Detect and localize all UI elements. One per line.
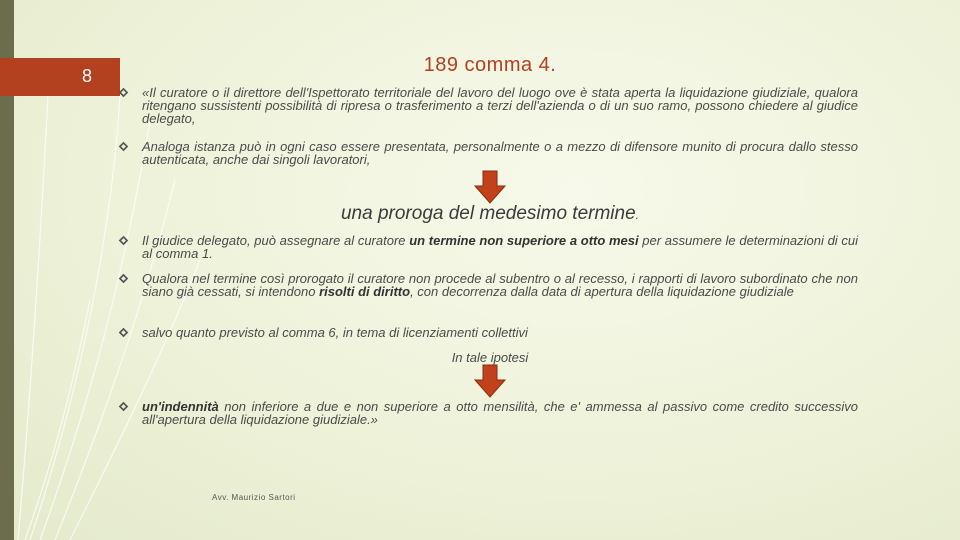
text-segment: per assumere le determinazioni di cui al comma 1. — [142, 233, 859, 261]
diamond-bullet-icon — [118, 273, 129, 284]
bullet-item — [118, 234, 858, 260]
proroga-text: una proroga del medesimo termine — [340, 203, 636, 224]
slide-number-badge — [0, 58, 120, 96]
bullet-text: salvo quanto previsto al comma 6, in tema di licenziamenti collettivi — [142, 325, 528, 340]
text-segment: Qualora nel termine così prorogato il curatore non procede al subentro o al recesso, i rapporti di lavoro subordinato che non siano già cessati, si intendono — [142, 271, 858, 299]
bullet-text — [142, 400, 858, 426]
diamond-bullet-icon — [118, 401, 129, 412]
bullet-text — [142, 234, 858, 260]
author-footer: Avv. Maurizio Sartori — [212, 493, 296, 502]
down-arrow-icon — [474, 170, 506, 204]
bold-segment: un termine non superiore a otto mesi — [409, 233, 639, 248]
diamond-bullet-icon — [118, 235, 129, 246]
bold-segment: risolti di diritto — [319, 284, 411, 299]
slide-number: 8 — [82, 66, 93, 86]
diamond-bullet-icon — [118, 327, 129, 338]
down-arrow-icon — [474, 364, 506, 398]
proroga-suffix: . — [635, 208, 639, 222]
slide-title: 189 comma 4. — [423, 54, 557, 76]
bullet-item — [118, 272, 858, 298]
bullet-item — [118, 140, 858, 166]
bullet-text: Analoga istanza può in ogni caso essere presentata, personalmente o a mezzo di difensore munito di procura dallo stesso autenticata, anche dai singoli lavoratori, — [142, 139, 858, 167]
in-tale-ipotesi-label: In tale ipotesi — [451, 350, 529, 365]
bullet-item — [118, 86, 858, 125]
bold-segment: un'indennità — [142, 399, 219, 414]
bullet-item — [118, 326, 858, 339]
text-segment: Il giudice delegato, può assegnare al curatore — [142, 233, 410, 248]
diamond-bullet-icon — [118, 87, 129, 98]
diamond-bullet-icon — [118, 141, 129, 152]
bullet-text — [142, 272, 858, 298]
proroga-highlight — [280, 203, 700, 225]
text-segment: , con decorrenza dalla data di apertura della liquidazione giudiziale — [410, 284, 794, 299]
text-segment: non inferiore a due e non superiore a otto mensilità, che e' ammessa al passivo come credito successivo all'apertura della liquidazione giudiziale.» — [142, 399, 858, 427]
bullet-item — [118, 400, 858, 426]
bullet-text: «Il curatore o il direttore dell'Ispettorato territoriale del lavoro del luogo ove è stata aperta la liquidazione giudiziale, qualora ritengano sussistenti possibilità di ripresa o trasferimento a terzi dell'azienda o di un suo ramo, possono chiedere al giudice delegato, — [142, 85, 858, 126]
